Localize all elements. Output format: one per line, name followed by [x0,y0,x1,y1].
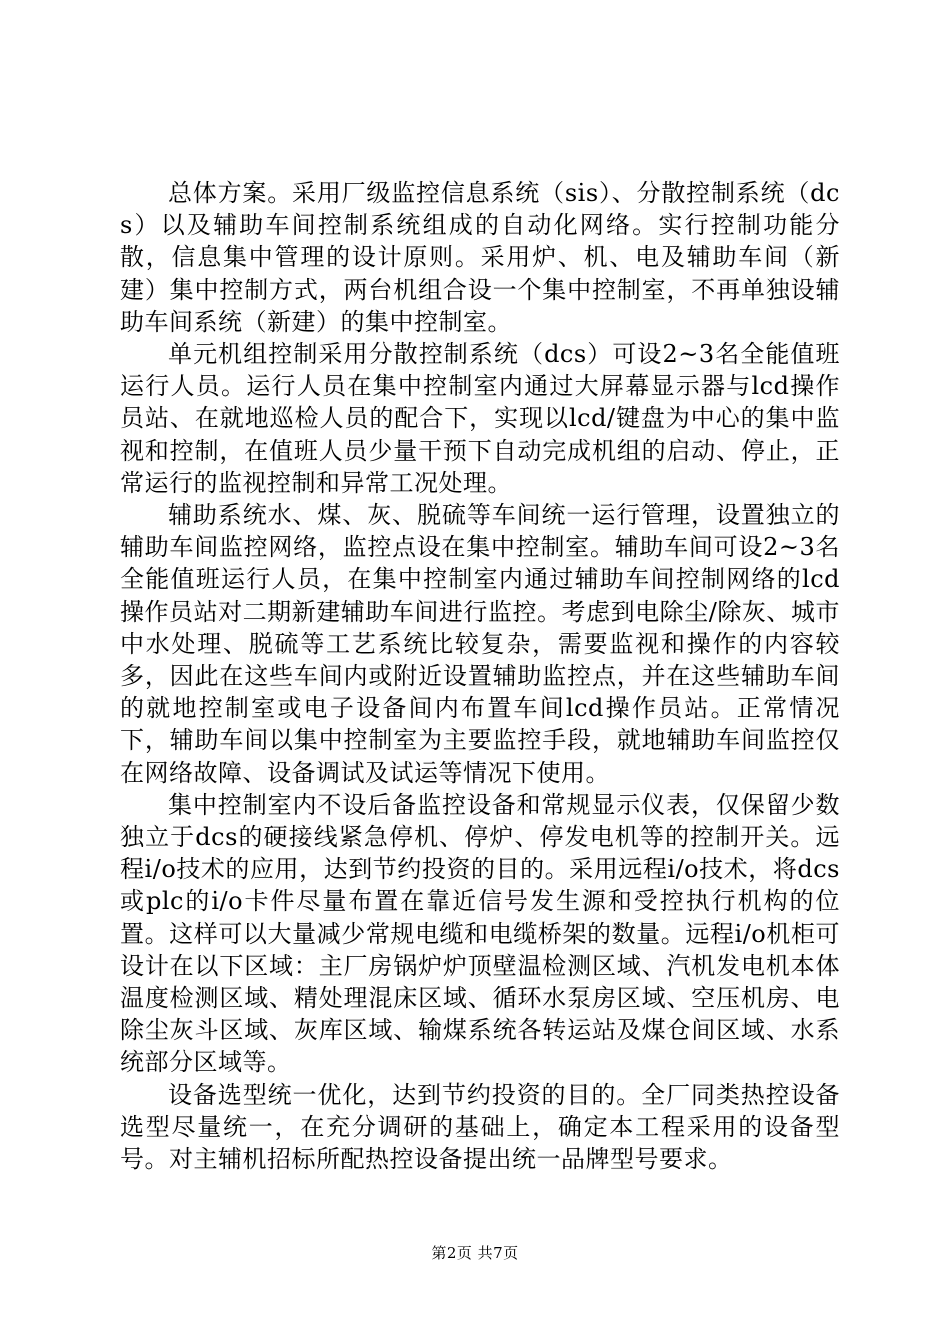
paragraph-unit-control: 单元机组控制采用分散控制系统（dcs）可设2~3名全能值班运行人员。运行人员在集中控制室内通过大屏幕显示器与lcd操作员站、在就地巡检人员的配合下，实现以lcd/键盘为中心的集中监视和控制，在值班人员少量干预下自动完成机组的启动、停止，正常运行的监视控制和异常工况处理。 [120,340,840,497]
document-body [120,177,840,1175]
paragraph-auxiliary-system: 辅助系统水、煤、灰、脱硫等车间统一运行管理，设置独立的辅助车间监控网络，监控点设在集中控制室。辅助车间可设2~3名全能值班运行人员，在集中控制室内通过辅助车间控制网络的lcd操作员站对二期新建辅助车间进行监控。考虑到电除尘/除灰、城市中水处理、脱硫等工艺系统比较复杂，需要监视和操作的内容较多，因此在这些车间内或附近设置辅助监控点，并在这些辅助车间的就地控制室或电子设备间内布置车间lcd操作员站。正常情况下，辅助车间以集中控制室为主要监控手段，就地辅助车间监控仅在网络故障、设备调试及试运等情况下使用。 [120,501,840,787]
paragraph-equipment-selection: 设备选型统一优化，达到节约投资的目的。全厂同类热控设备选型尽量统一，在充分调研的基础上，确定本工程采用的设备型号。对主辅机招标所配热控设备提出统一品牌型号要求。 [120,1080,840,1174]
paragraph-overall-plan: 总体方案。采用厂级监控信息系统（sis）、分散控制系统（dcs）以及辅助车间控制系统组成的自动化网络。实行控制功能分散，信息集中管理的设计原则。采用炉、机、电及辅助车间（新建）集中控制方式，两台机组合设一个集中控制室，不再单独设辅助车间系统（新建）的集中控制室。 [120,179,840,336]
paragraph-control-room: 集中控制室内不设后备监控设备和常规显示仪表，仅保留少数独立于dcs的硬接线紧急停机、停炉、停发电机等的控制开关。远程i/o技术的应用，达到节约投资的目的。采用远程i/o技术，将dcs或plc的i/o卡件尽量布置在靠近信号发生源和受控执行机构的位置。这样可以大量减少常规电缆和电缆桥架的数量。远程i/o机柜可设计在以下区域：主厂房锅炉炉顶壁温检测区域、汽机发电机本体温度检测区域、精处理混床区域、循环水泵房区域、空压机房、电除尘灰斗区域、灰库区域、输煤系统各转运站及煤仓间区域、水系统部分区域等。 [120,790,840,1077]
page-footer: 第2页 共7页 [431,1244,519,1262]
